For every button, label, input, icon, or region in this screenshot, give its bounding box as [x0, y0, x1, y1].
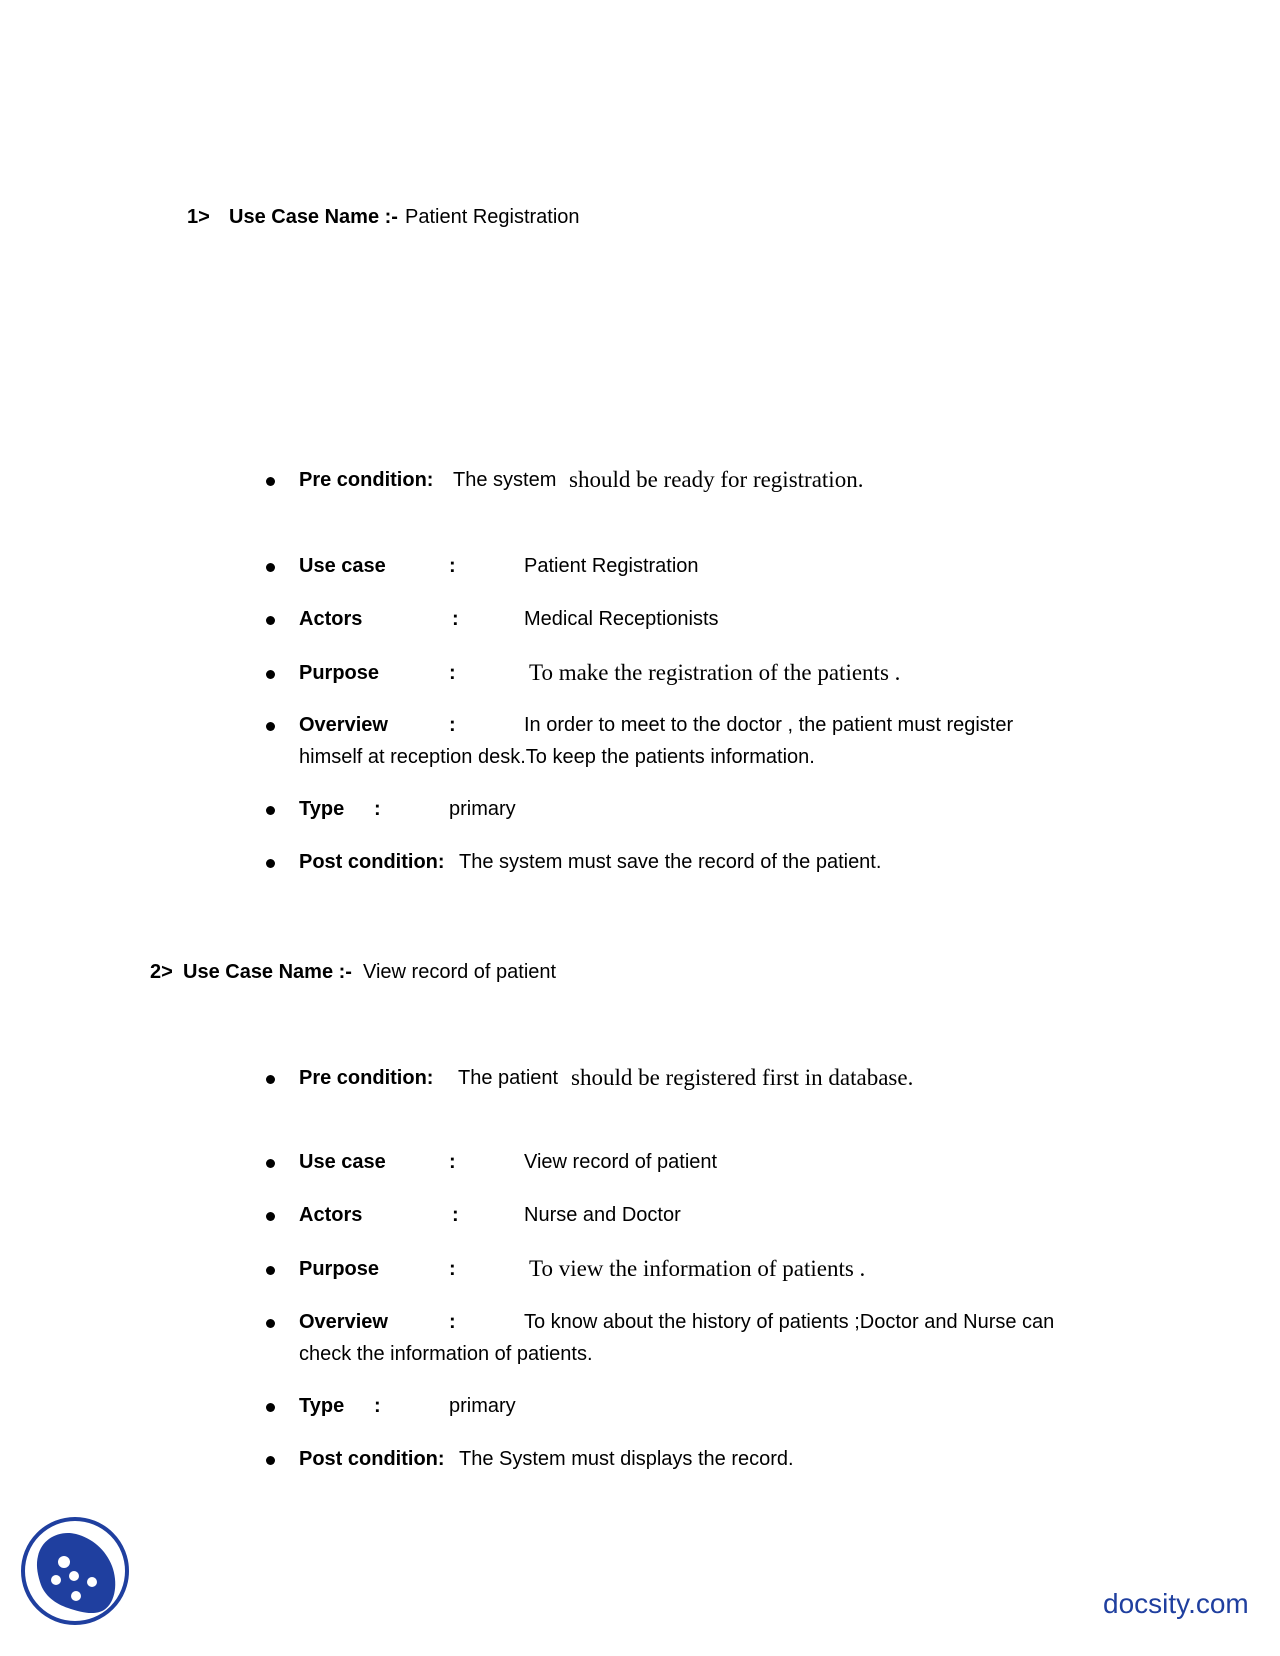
colon: : — [374, 798, 381, 820]
post-condition-label: Post condition: — [299, 1448, 445, 1470]
bullet-icon — [266, 1319, 275, 1328]
colon: : — [452, 608, 459, 630]
type-value: primary — [449, 798, 516, 820]
pre-condition-label: Pre condition: — [299, 1067, 434, 1089]
pre-condition-value-b: should be registered first in database. — [571, 1065, 914, 1090]
uc2-name-label: Use Case Name :- — [183, 961, 352, 983]
colon: : — [449, 555, 456, 577]
uc1-name-value: Patient Registration — [405, 206, 580, 228]
bullet-icon — [266, 1403, 275, 1412]
actors-label: Actors — [299, 1204, 363, 1226]
colon: : — [452, 1204, 459, 1226]
bullet-icon — [266, 563, 275, 572]
overview-label: Overview — [299, 714, 388, 736]
uc2-number: 2> — [150, 961, 173, 983]
bullet-icon — [266, 1159, 275, 1168]
bullet-icon — [266, 1266, 275, 1275]
use-case-value: Patient Registration — [524, 555, 699, 577]
actors-value: Nurse and Doctor — [524, 1204, 681, 1226]
bullet-icon — [266, 616, 275, 625]
use-case-value: View record of patient — [524, 1151, 718, 1173]
bullet-icon — [266, 1456, 275, 1465]
uc1-number: 1> — [187, 206, 210, 228]
overview-line-2: check the information of patients. — [299, 1343, 593, 1365]
uc1-name-label: Use Case Name :- — [229, 206, 398, 228]
purpose-label: Purpose — [299, 662, 380, 684]
post-condition-label: Post condition: — [299, 851, 445, 873]
type-label: Type — [299, 798, 345, 820]
colon: : — [449, 1311, 456, 1333]
bullet-icon — [266, 670, 275, 679]
type-value: primary — [449, 1395, 516, 1417]
purpose-value: To view the information of patients . — [529, 1256, 866, 1281]
bullet-icon — [266, 859, 275, 868]
purpose-label: Purpose — [299, 1258, 380, 1280]
pre-condition-value-a: The patient — [458, 1067, 559, 1089]
colon: : — [449, 662, 456, 684]
use-case-label: Use case — [299, 555, 386, 577]
actors-label: Actors — [299, 608, 363, 630]
actors-value: Medical Receptionists — [524, 608, 719, 630]
overview-line-1: In order to meet to the doctor , the patient must register — [524, 714, 1014, 736]
colon: : — [449, 1151, 456, 1173]
overview-line-2: himself at reception desk.To keep the patients information. — [299, 746, 815, 768]
uc2-name-value: View record of patient — [363, 961, 557, 983]
post-condition-value: The System must displays the record. — [459, 1448, 794, 1470]
bullet-icon — [266, 477, 275, 486]
purpose-value: To make the registration of the patients . — [529, 660, 901, 685]
pre-condition-value-b: should be ready for registration. — [569, 467, 864, 492]
overview-line-1: To know about the history of patients ;Doctor and Nurse can — [524, 1311, 1055, 1333]
pre-condition-value-a: The system — [453, 469, 557, 491]
use-case-label: Use case — [299, 1151, 386, 1173]
bullet-icon — [266, 1212, 275, 1221]
colon: : — [374, 1395, 381, 1417]
pre-condition-label: Pre condition: — [299, 469, 434, 491]
post-condition-value: The system must save the record of the patient. — [459, 851, 882, 873]
docsity-brand-link[interactable]: docsity.com — [1103, 1588, 1249, 1619]
docsity-logo-icon[interactable] — [20, 1516, 130, 1626]
colon: : — [449, 714, 456, 736]
bullet-icon — [266, 806, 275, 815]
type-label: Type — [299, 1395, 345, 1417]
overview-label: Overview — [299, 1311, 388, 1333]
colon: : — [449, 1258, 456, 1280]
bullet-icon — [266, 722, 275, 731]
bullet-icon — [266, 1075, 275, 1084]
